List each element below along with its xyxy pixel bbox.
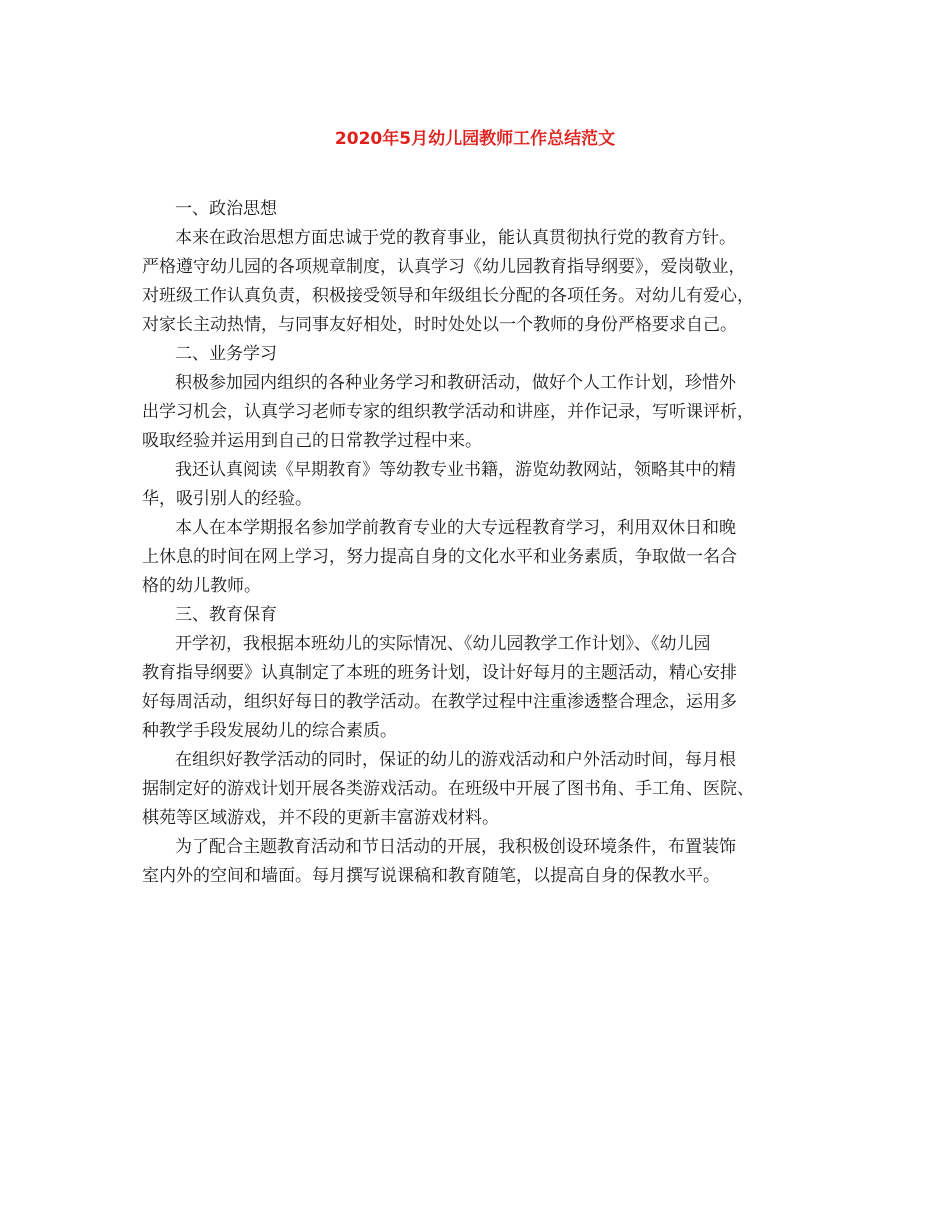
- section-heading-study: 二、业务学习: [175, 344, 277, 364]
- section-heading-education: 三、教育保育: [175, 605, 277, 625]
- paragraph-line: 教育指导纲要》认真制定了本班的班务计划，设计好每月的主题活动，精心安排: [142, 663, 737, 683]
- paragraph-line: 好每周活动，组织好每日的教学活动。在教学过程中注重渗透整合理念，运用多: [142, 692, 737, 712]
- paragraph-line: 据制定好的游戏计划开展各类游戏活动。在班级中开展了图书角、手工角、医院、: [142, 779, 754, 799]
- paragraph-line: 出学习机会，认真学习老师专家的组织教学活动和讲座，并作记录，写听课评析，: [142, 402, 754, 422]
- paragraph-line: 开学初，我根据本班幼儿的实际情况、《幼儿园教学工作计划》、《幼儿园: [175, 634, 711, 654]
- paragraph-line: 种教学手段发展幼儿的综合素质。: [142, 721, 397, 741]
- paragraph-line: 棋苑等区域游戏，并不段的更新丰富游戏材料。: [142, 808, 499, 828]
- paragraph-line: 积极参加园内组织的各种业务学习和教研活动，做好个人工作计划，珍惜外: [175, 373, 736, 393]
- paragraph-line: 在组织好教学活动的同时，保证的幼儿的游戏活动和户外活动时间，每月根: [175, 750, 736, 770]
- paragraph-line: 华，吸引别人的经验。: [142, 489, 312, 509]
- paragraph-line: 对家长主动热情，与同事友好相处，时时处处以一个教师的身份严格要求自己。: [142, 315, 737, 335]
- paragraph-line: 本人在本学期报名参加学前教育专业的大专远程教育学习，利用双休日和晚: [175, 518, 736, 538]
- section-heading-politics: 一、政治思想: [175, 199, 277, 219]
- paragraph-line: 严格遵守幼儿园的各项规章制度，认真学习《幼儿园教育指导纲要》，爱岗敬业，: [142, 257, 746, 277]
- paragraph-line: 上休息的时间在网上学习，努力提高自身的文化水平和业务素质，争取做一名合: [142, 547, 737, 567]
- paragraph-line: 室内外的空间和墙面。每月撰写说课稿和教育随笔，以提高自身的保教水平。: [142, 866, 720, 886]
- paragraph-line: 格的幼儿教师。: [142, 576, 261, 596]
- paragraph-line: 对班级工作认真负责，积极接受领导和年级组长分配的各项任务。对幼儿有爱心，: [142, 286, 754, 306]
- paragraph-line: 吸取经验并运用到自己的日常教学过程中来。: [142, 431, 482, 451]
- paragraph-line: 我还认真阅读《早期教育》等幼教专业书籍，游览幼教网站，领略其中的精: [175, 460, 736, 480]
- paragraph-line: 为了配合主题教育活动和节日活动的开展，我积极创设环境条件，布置装饰: [175, 837, 736, 857]
- page-title: 2020年5月幼儿园教师工作总结范文: [334, 129, 616, 149]
- document-body: [142, 195, 812, 891]
- paragraph-line: 本来在政治思想方面忠诚于党的教育事业，能认真贯彻执行党的教育方针。: [175, 228, 736, 248]
